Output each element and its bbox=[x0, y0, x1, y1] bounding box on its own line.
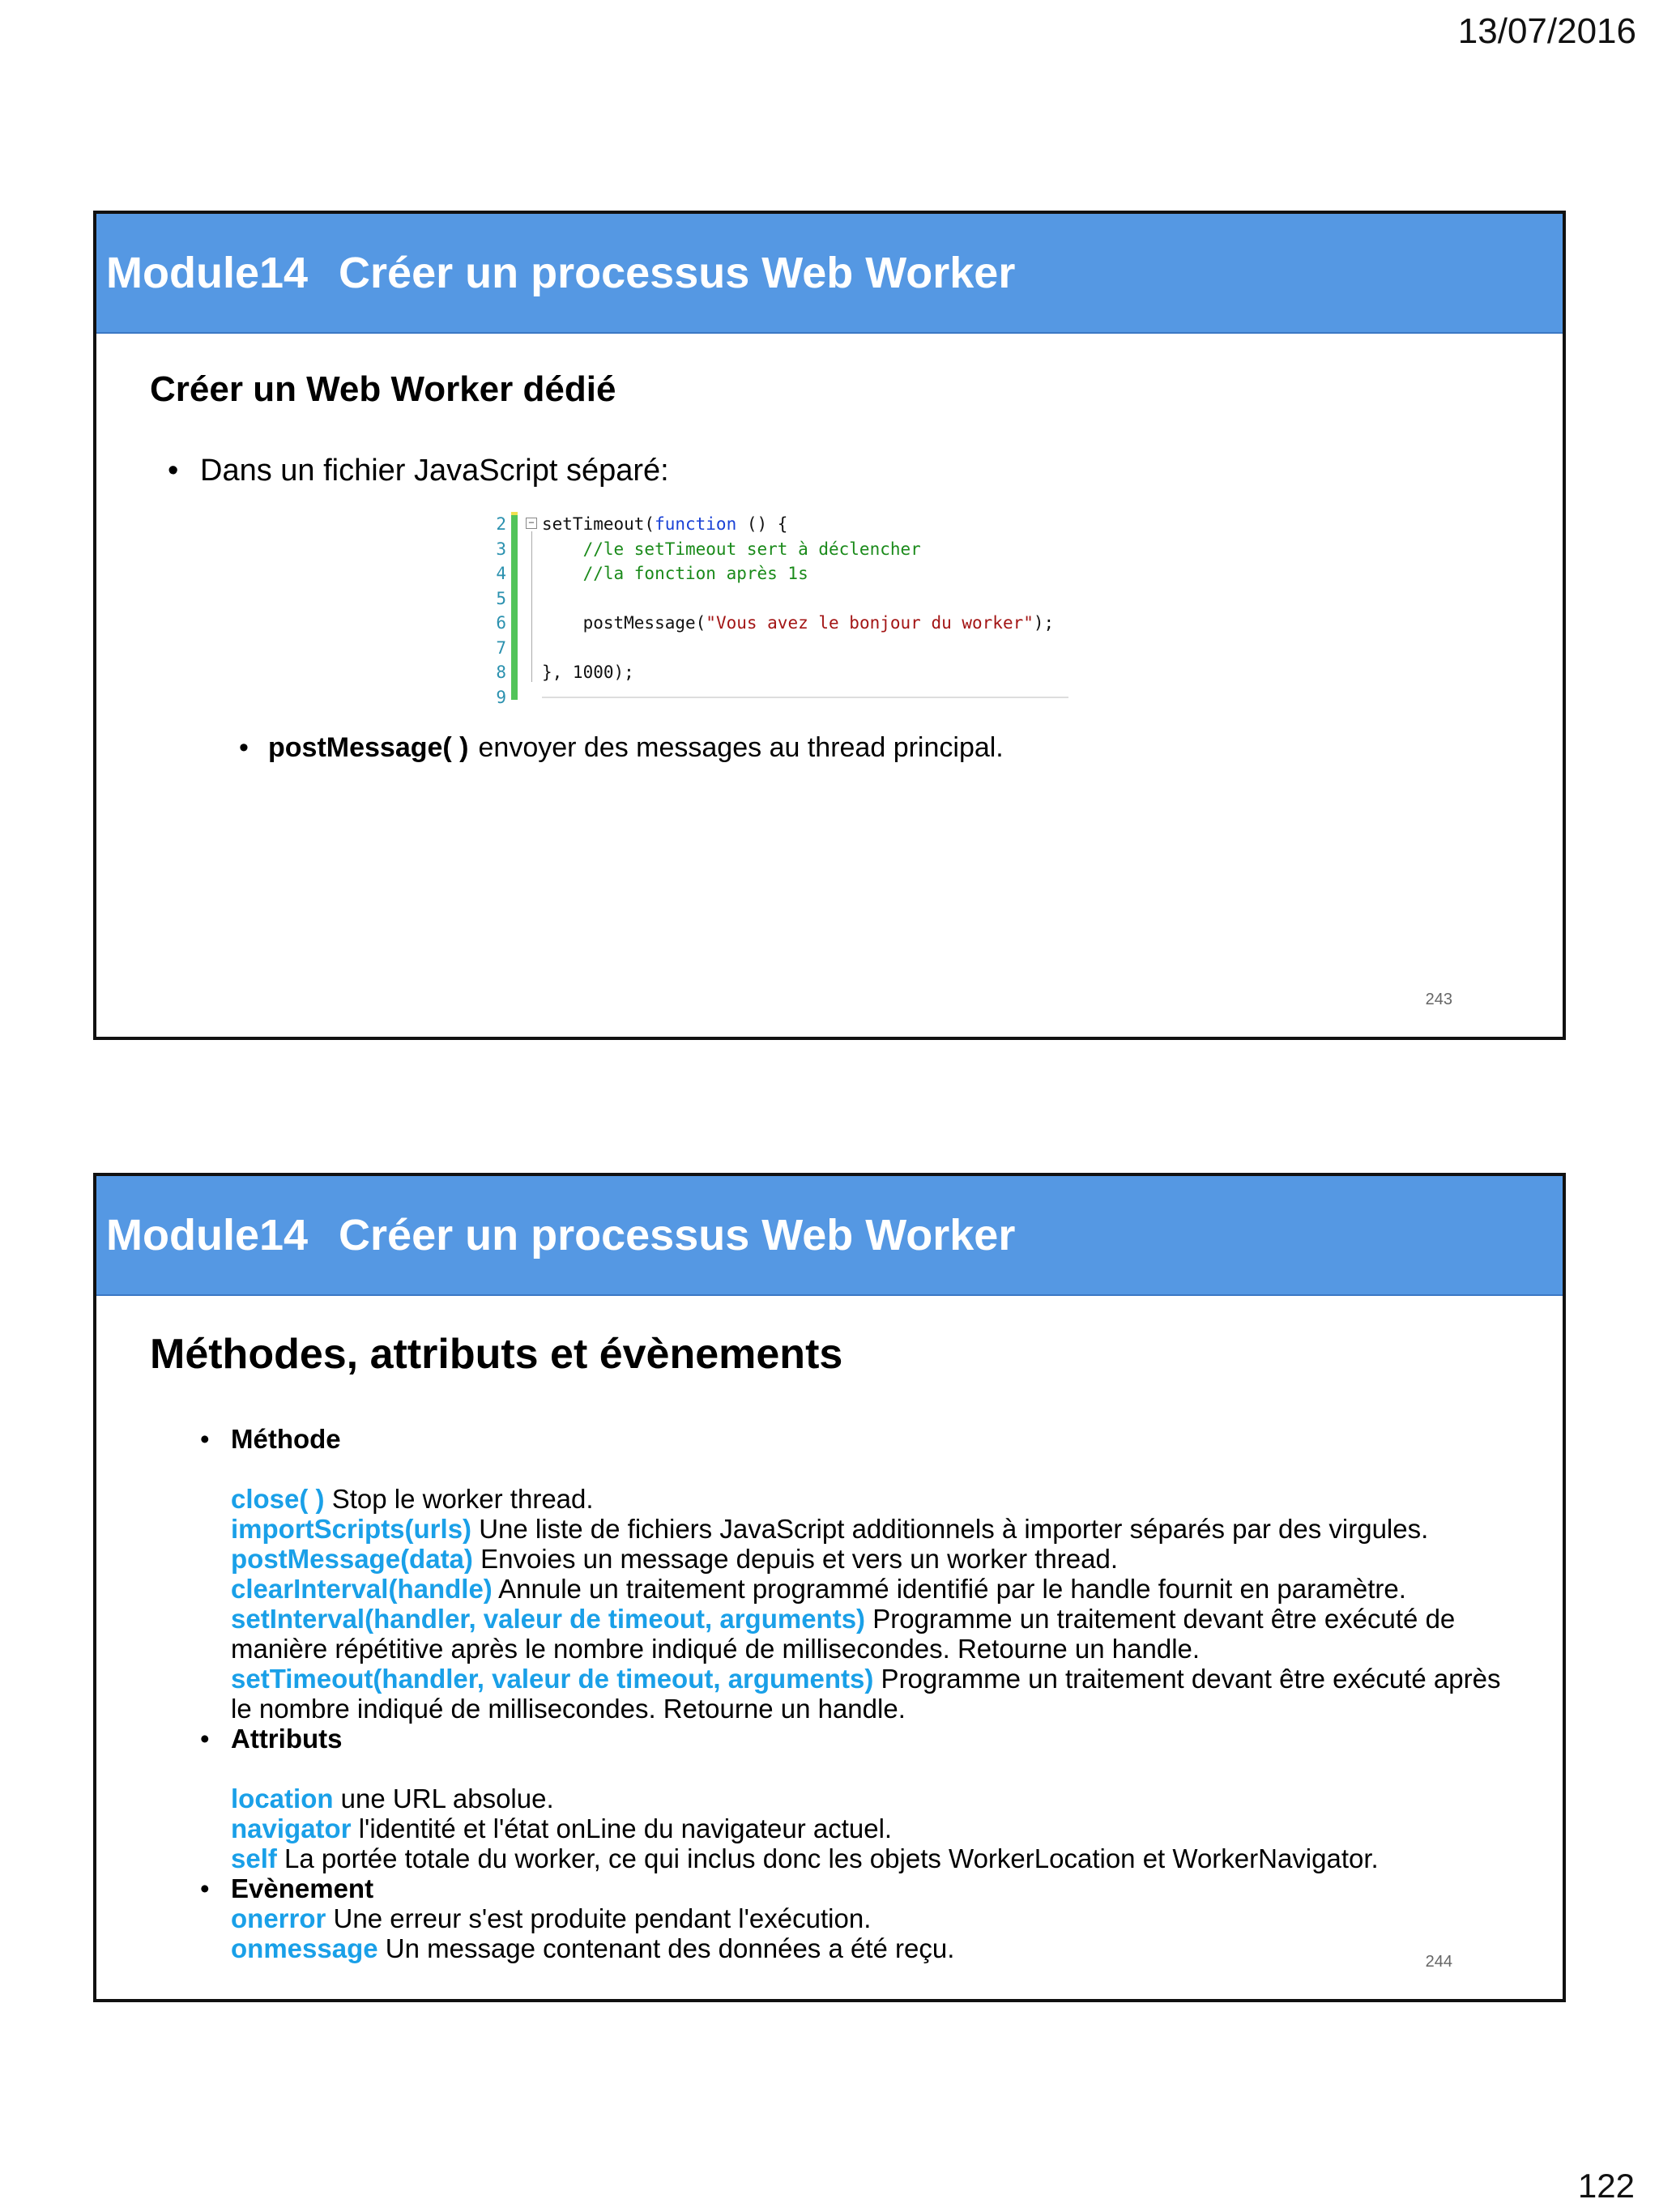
line-number: 6 bbox=[496, 613, 506, 633]
code-line bbox=[542, 611, 1054, 636]
code-token: }, 1000); bbox=[542, 663, 634, 682]
page-date: 13/07/2016 bbox=[1457, 11, 1636, 51]
module-label: Module14 bbox=[106, 1211, 309, 1259]
section-heading bbox=[200, 1724, 1527, 1754]
definition-text: une URL absolue. bbox=[333, 1784, 554, 1813]
bullet-dot-icon: • bbox=[200, 1424, 210, 1454]
definition-key: onmessage bbox=[231, 1933, 378, 1963]
definition-item bbox=[231, 1784, 1527, 1813]
bullet-dot-icon: • bbox=[200, 1724, 210, 1754]
code-divider bbox=[542, 697, 1068, 698]
definition-key: navigator bbox=[231, 1813, 352, 1843]
definition-key: onerror bbox=[231, 1903, 326, 1933]
fold-guide bbox=[531, 531, 532, 682]
slide-title: Créer un Web Worker dédié bbox=[150, 369, 616, 409]
definition-text: Une erreur s'est produite pendant l'exécution. bbox=[326, 1903, 872, 1933]
code-lines bbox=[542, 512, 1054, 710]
line-number: 3 bbox=[496, 539, 506, 559]
bullet-item bbox=[168, 454, 669, 488]
definition-item bbox=[231, 1933, 1527, 1963]
line-number: 7 bbox=[496, 637, 506, 658]
code-line bbox=[542, 636, 1054, 661]
line-number: 8 bbox=[496, 663, 506, 682]
definition-text: La portée totale du worker, ce qui inclus donc les objets WorkerLocation et WorkerNavigator. bbox=[276, 1843, 1379, 1873]
definition-text: l'identité et l'état onLine du navigateur actuel. bbox=[351, 1813, 893, 1843]
section-heading bbox=[200, 1873, 1527, 1903]
definition-key: close( ) bbox=[231, 1484, 325, 1514]
sub-bullet-text: envoyer des messages au thread principal. bbox=[478, 732, 1004, 763]
definition-text: Stop le worker thread. bbox=[324, 1484, 594, 1514]
code-token: //le setTimeout sert à déclencher bbox=[542, 539, 921, 559]
header-title: Créer un processus Web Worker bbox=[339, 249, 1016, 297]
code-token: postMessage( bbox=[542, 613, 706, 633]
collapse-icon: − bbox=[526, 518, 537, 529]
code-token: () { bbox=[736, 514, 788, 534]
line-number: 2 bbox=[496, 514, 506, 534]
definition-key: self bbox=[231, 1843, 277, 1873]
module-label: Module14 bbox=[106, 249, 309, 297]
code-line bbox=[542, 537, 1054, 562]
definition-item bbox=[231, 1664, 1527, 1724]
section-heading-text: Attributs bbox=[231, 1724, 343, 1754]
definition-key: setInterval(handler, valeur de timeout, arguments) bbox=[231, 1604, 866, 1634]
definition-item bbox=[231, 1574, 1527, 1604]
definition-text: Annule un traitement programmé identifié par le handle fournit en paramètre. bbox=[492, 1574, 1406, 1604]
code-token: setTimeout( bbox=[542, 514, 655, 534]
section-heading-text: Méthode bbox=[231, 1424, 341, 1454]
definition-key: location bbox=[231, 1784, 334, 1813]
code-line bbox=[542, 561, 1054, 586]
slide-header bbox=[96, 214, 1563, 334]
definition-key: postMessage(data) bbox=[231, 1544, 473, 1574]
definition-item bbox=[231, 1843, 1527, 1873]
definition-text: Programme un traitement devant être exécuté après le nombre indiqué de millisecondes. Retourne un handle. bbox=[231, 1664, 1501, 1724]
slide-title: Méthodes, attributs et évènements bbox=[150, 1331, 843, 1378]
slide-header bbox=[96, 1176, 1563, 1296]
section-heading bbox=[200, 1424, 1527, 1454]
code-token: function bbox=[655, 514, 737, 534]
slide-number: 243 bbox=[1425, 991, 1452, 1008]
code-token: //la fonction après 1s bbox=[542, 564, 808, 583]
sub-bullet-item bbox=[239, 732, 1004, 764]
definition-item bbox=[231, 1544, 1527, 1574]
definition-key: clearInterval(handle) bbox=[231, 1574, 493, 1604]
definition-key: setTimeout(handler, valeur de timeout, arguments) bbox=[231, 1664, 874, 1694]
definition-list bbox=[200, 1424, 1527, 1963]
bullet-dot-icon: • bbox=[168, 454, 179, 488]
sub-bullet-label: postMessage( ) bbox=[268, 732, 469, 763]
definition-text: Une liste de fichiers JavaScript additionnels à importer séparés par des virgules. bbox=[471, 1514, 1429, 1544]
section-heading-text: Evènement bbox=[231, 1873, 374, 1903]
slide-number: 244 bbox=[1425, 1953, 1452, 1971]
definition-text: Programme un traitement devant être exécuté de manière répétitive après le nombre indiqué de millisecondes. Retourne un handle. bbox=[231, 1604, 1456, 1664]
code-line bbox=[542, 660, 1054, 685]
page-number: 122 bbox=[1577, 2167, 1635, 2205]
definition-item bbox=[231, 1604, 1527, 1664]
bullet-dot-icon: • bbox=[200, 1873, 210, 1903]
definition-item bbox=[231, 1813, 1527, 1843]
code-line bbox=[542, 512, 1054, 537]
header-title: Créer un processus Web Worker bbox=[339, 1211, 1016, 1259]
definition-text: Envoies un message depuis et vers un worker thread. bbox=[472, 1544, 1118, 1574]
line-number: 9 bbox=[496, 687, 506, 707]
bullet-dot-icon: • bbox=[239, 732, 249, 763]
line-number-gutter bbox=[482, 512, 506, 706]
change-marker-green bbox=[511, 515, 518, 700]
code-token: "Vous avez le bonjour du worker" bbox=[706, 613, 1034, 633]
definition-text: Un message contenant des données a été reçu. bbox=[377, 1933, 955, 1963]
slide-244 bbox=[93, 1173, 1566, 2002]
definition-item bbox=[231, 1484, 1527, 1514]
definition-item bbox=[231, 1514, 1527, 1544]
code-line bbox=[542, 586, 1054, 612]
line-number: 5 bbox=[496, 588, 506, 608]
code-screenshot bbox=[482, 512, 1073, 706]
line-number: 4 bbox=[496, 564, 506, 583]
definition-key: importScripts(urls) bbox=[231, 1514, 472, 1544]
code-token: ); bbox=[1033, 613, 1055, 633]
definition-item bbox=[231, 1903, 1527, 1933]
slide-243 bbox=[93, 211, 1566, 1040]
bullet-text: Dans un fichier JavaScript séparé: bbox=[200, 454, 669, 488]
